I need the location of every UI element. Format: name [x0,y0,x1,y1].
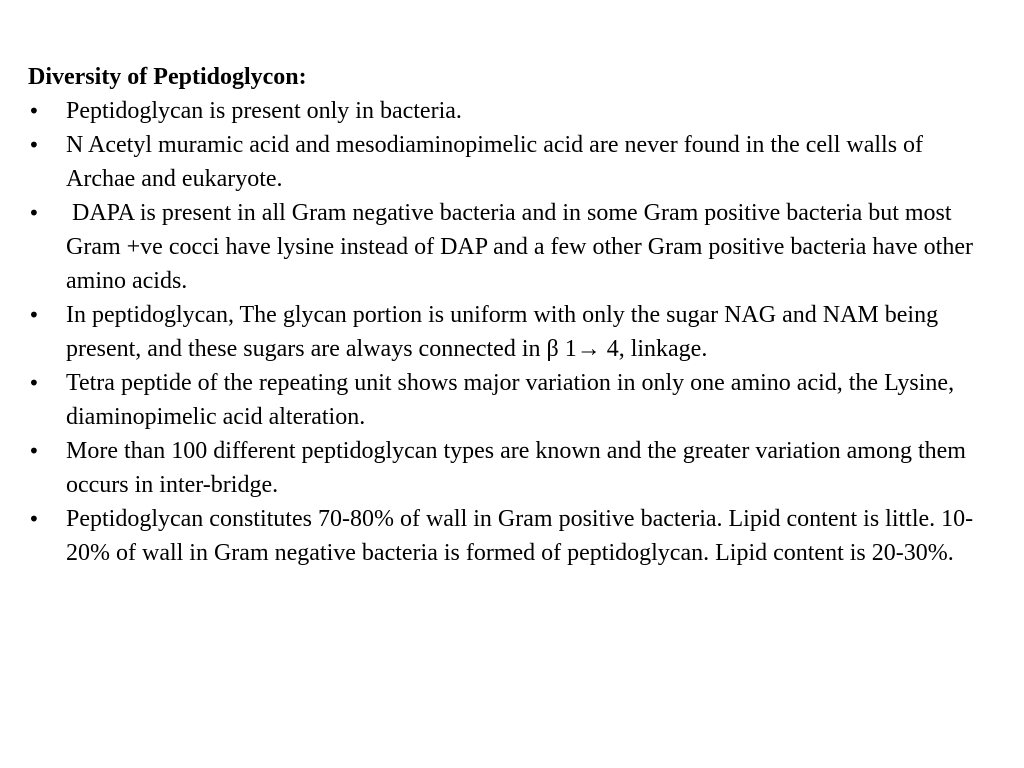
bullet-item [28,128,988,196]
bullet-list [28,94,988,570]
bullet-text: More than 100 different peptidoglycan types are known and the greater variation among them occurs in inter-bridge. [66,438,966,498]
bullet-item [28,298,988,366]
bullet-text: N Acetyl muramic acid and mesodiaminopimelic acid are never found in the cell walls of Archae and eukaryote. [66,132,924,192]
bullet-item [28,196,988,298]
bullet-icon: • [28,201,40,225]
bullet-text: Peptidoglycan constitutes 70-80% of wall in Gram positive bacteria. Lipid content is little. 10-20% of wall in Gram negative bacteria is formed of peptidoglycan. Lipid content is 20-30%. [66,506,974,566]
bullet-icon: • [28,99,40,123]
bullet-text: In peptidoglycan, The glycan portion is uniform with only the sugar NAG and NAM being present, and these sugars are always connected in β 1→ 4, linkage. [66,302,939,362]
bullet-icon: • [28,133,40,157]
bullet-text: Peptidoglycan is present only in bacteria. [66,98,462,124]
bullet-icon: • [28,303,40,327]
bullet-icon: • [28,439,40,463]
bullet-item [28,94,988,128]
bullet-icon: • [28,371,40,395]
bullet-text: DAPA is present in all Gram negative bacteria and in some Gram positive bacteria but most Gram +ve cocci have lysine instead of DAP and a few other Gram positive bacteria have other amino acids. [66,200,979,294]
bullet-item [28,502,988,570]
bullet-item [28,366,988,434]
bullet-item [28,434,988,502]
slide-content [28,60,988,570]
bullet-icon: • [28,507,40,531]
slide-heading: Diversity of Peptidoglycon: [28,64,307,90]
bullet-text: Tetra peptide of the repeating unit shows major variation in only one amino acid, the Lysine, diaminopimelic acid alteration. [66,370,955,430]
